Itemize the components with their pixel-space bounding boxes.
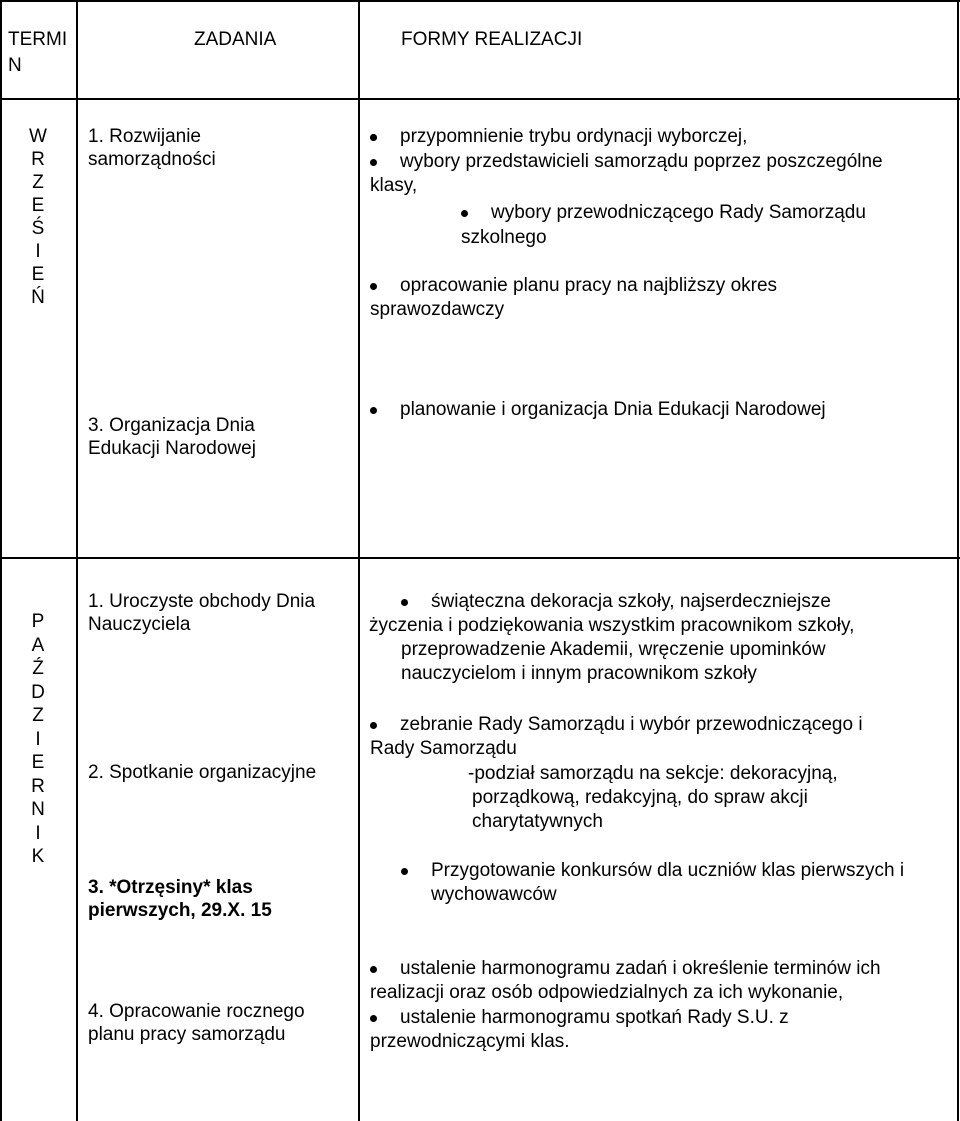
bullet-icon: [370, 1015, 377, 1022]
month-letter: D: [31, 681, 45, 703]
form-text: -podział samorządu na sekcje: dekoracyjną,: [468, 763, 838, 784]
form-text: realizacji oraz osób odpowiedzialnych za ich wykonanie,: [370, 982, 844, 1003]
month-letter: K: [31, 846, 45, 867]
month-letter: R: [31, 149, 45, 170]
bullet-icon: [401, 868, 408, 875]
bullet-icon: [370, 722, 377, 729]
month-letter: Ź: [32, 658, 44, 679]
form-item: [461, 201, 941, 225]
form-item: [370, 957, 950, 1005]
month-letter: Z: [32, 172, 44, 193]
bullet-icon: [370, 407, 377, 414]
form-text: ustalenie harmonogramu spotkań Rady S.U. z: [400, 1007, 789, 1028]
section-divider: [0, 557, 960, 559]
form-text: szkolnego: [461, 227, 547, 248]
form-text: wybory przedstawicieli samorządu poprzez poszczególne: [400, 151, 883, 172]
form-item: [370, 274, 930, 322]
form-text: zebranie Rady Samorządu i wybór przewodniczącego i: [400, 714, 863, 735]
header-divider: [0, 98, 960, 100]
bullet-icon: [370, 283, 377, 290]
task-otrzesiny: 3. *Otrzęsiny* klas pierwszych, 29.X. 15: [88, 877, 272, 921]
month-letter: Ś: [31, 218, 45, 239]
month-letter: A: [31, 634, 45, 656]
table-border-top: [0, 0, 960, 2]
month-letter: I: [35, 728, 41, 750]
month-pazdziernik: [8, 610, 68, 869]
form-text: klasy,: [370, 175, 418, 196]
month-letter: N: [31, 799, 45, 820]
month-letter: E: [31, 752, 45, 773]
form-text: nauczycielom i innym pracownikom szkoły: [401, 663, 757, 684]
column-divider-1: [76, 0, 78, 1121]
column-divider-2: [358, 0, 360, 1121]
month-letter: I: [35, 241, 41, 262]
form-text: przewodniczącymi klas.: [370, 1031, 570, 1052]
form-text: charytatywnych: [472, 811, 603, 832]
header-formy-realizacji: FORMY REALIZACJI: [401, 29, 583, 50]
month-letter: Z: [32, 705, 44, 726]
header-termin: TERMIN: [8, 29, 68, 76]
form-text: wychowawców: [431, 884, 557, 905]
form-text: Rady Samorządu: [370, 738, 517, 759]
form-text: przeprowadzenie Akademii, wręczenie upominków: [401, 639, 826, 660]
form-text: porządkową, redakcyjną, do spraw akcji: [472, 787, 808, 808]
form-subitem: [468, 762, 942, 834]
bullet-icon: [370, 159, 377, 166]
month-letter: I: [35, 822, 41, 844]
form-text: przypomnienie trybu ordynacji wyborczej,: [400, 126, 748, 147]
header-zadania: ZADANIA: [194, 29, 277, 50]
task-rozwijanie-samorzadnosci: 1. Rozwijanie samorządności: [88, 126, 216, 170]
month-letter: Ń: [31, 287, 45, 308]
task-organizacja-den: 3. Organizacja Dnia Edukacji Narodowej: [88, 415, 256, 459]
form-text: sprawozdawczy: [370, 299, 505, 320]
form-text: planowanie i organizacja Dnia Edukacji Narodowej: [400, 399, 826, 420]
month-letter: P: [31, 611, 45, 632]
task-spotkanie-organizacyjne: 2. Spotkanie organizacyjne: [88, 762, 317, 783]
month-letter: E: [31, 195, 45, 216]
form-text: opracowanie planu pracy na najbliższy okres: [400, 275, 778, 296]
month-letter: E: [31, 264, 45, 285]
form-item: [401, 859, 957, 907]
form-text: Przygotowanie konkursów dla uczniów klas pierwszych i: [431, 860, 905, 881]
table-border-left: [0, 0, 2, 1121]
month-letter: W: [29, 126, 47, 147]
form-item: [370, 1006, 950, 1054]
bullet-icon: [370, 966, 377, 973]
form-text: ustalenie harmonogramu zadań i określenie terminów ich: [400, 958, 881, 979]
form-text: wybory przewodniczącego Rady Samorządu: [491, 202, 866, 223]
task-dzien-nauczyciela: 1. Uroczyste obchody Dnia Nauczyciela: [88, 591, 316, 635]
form-text: życzenia i podziękowania wszystkim pracownikom szkoły,: [369, 615, 855, 636]
task-plan-pracy-samorzadu: 4. Opracowanie rocznego planu pracy samorządu: [88, 1001, 305, 1045]
bullet-icon: [461, 210, 468, 217]
form-item: [370, 125, 930, 149]
table-border-right: [957, 0, 959, 1121]
form-item: [369, 590, 941, 686]
month-wrzesien: [8, 125, 68, 309]
form-item: [370, 398, 930, 422]
month-letter: R: [31, 775, 45, 797]
form-text: świąteczna dekoracja szkoły, najserdeczniejsze: [431, 591, 831, 612]
form-item: [370, 150, 950, 198]
bullet-icon: [370, 134, 377, 141]
bullet-icon: [401, 599, 408, 606]
form-item: [370, 713, 950, 761]
